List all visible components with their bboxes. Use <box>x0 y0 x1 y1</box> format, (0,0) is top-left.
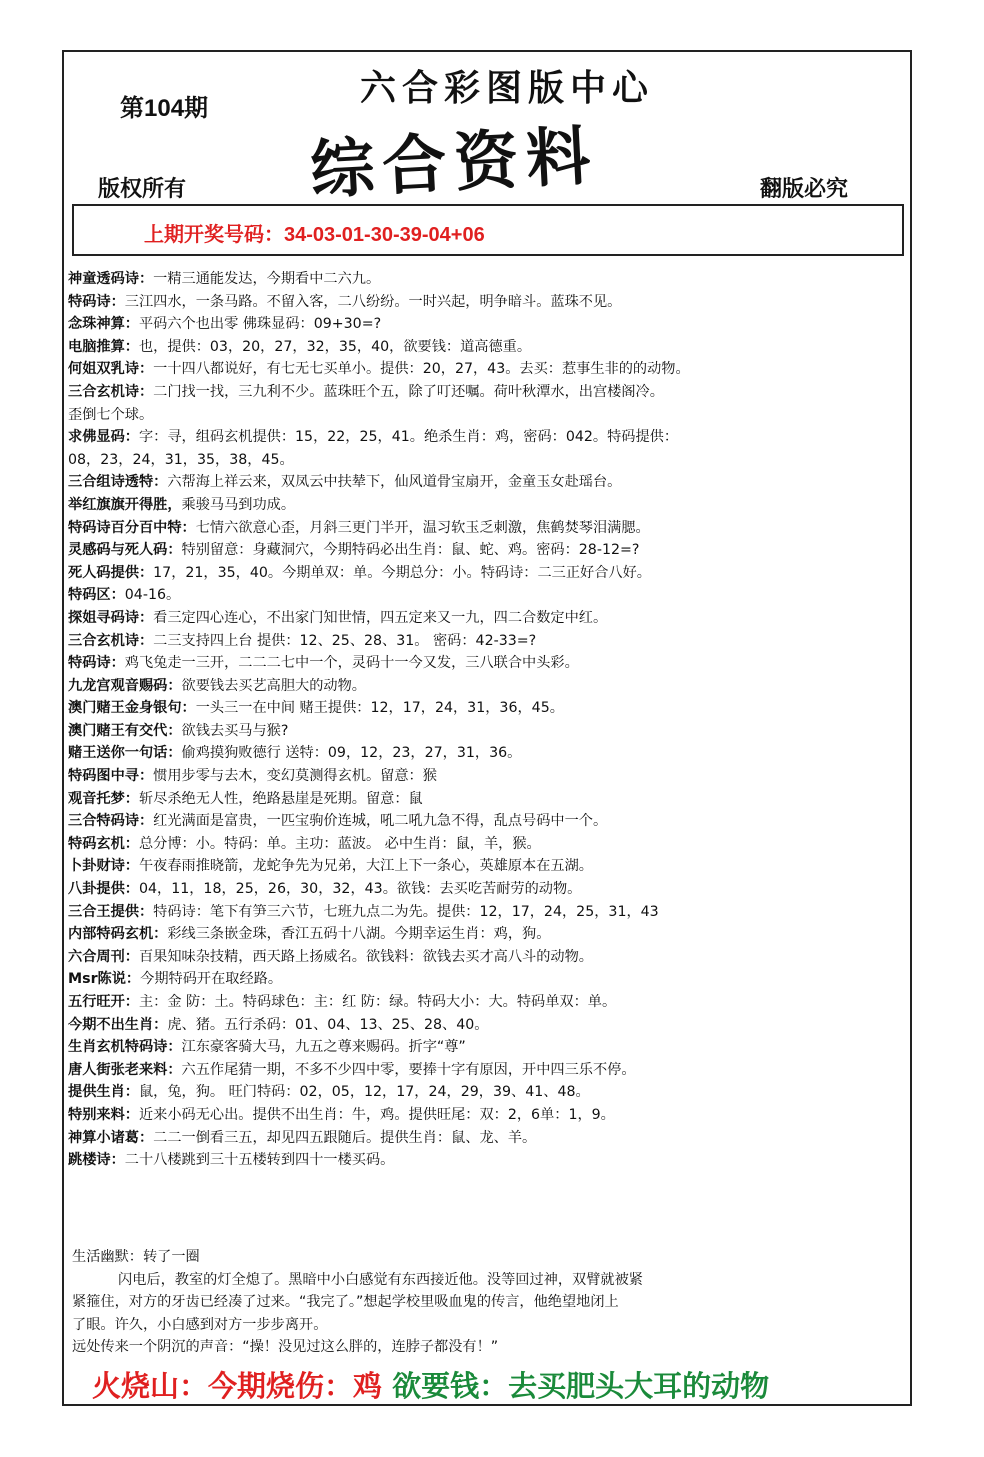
content-line <box>68 584 908 607</box>
content-line <box>68 1149 908 1172</box>
line-label: 六合周刊： <box>68 948 139 965</box>
content-line <box>68 833 908 856</box>
line-text: 欲钱去买马与猴? <box>181 722 289 739</box>
line-label: 提供生肖： <box>68 1084 139 1101</box>
footer-green-text: 欲要钱：去买肥头大耳的动物 <box>392 1369 770 1403</box>
content-line <box>68 788 908 811</box>
line-label: 三合玄机诗： <box>68 632 154 649</box>
content-line <box>68 675 908 698</box>
line-label: 赌王送你一句话： <box>68 745 182 762</box>
line-label: 灵感码与死人码： <box>68 542 182 559</box>
line-text: 一精三通能发达，今期看中二六九。 <box>153 271 381 287</box>
line-label: 内部特码玄机： <box>68 926 168 943</box>
line-text: 也，提供：03，20，27，32，35，40，欲要钱：道高德重。 <box>138 338 532 355</box>
line-text: 六帮海上祥云来，双凤云中扶辇下，仙风道骨宝扇开，金童玉女赴瑶台。 <box>167 474 622 491</box>
content-line <box>68 855 908 878</box>
last-result-text: 上期开奖号码：34-03-01-30-39-04+06 <box>144 224 485 246</box>
line-text: 平码六个也出零 佛珠显码：09+30=? <box>138 316 382 333</box>
last-result-box <box>72 204 904 256</box>
content-line <box>68 313 908 336</box>
center-title: 六合彩图版中心 <box>360 68 655 109</box>
line-label: 五行旺开： <box>68 994 139 1010</box>
line-label: 求佛显码： <box>68 429 139 446</box>
line-text: 近来小码无心出。提供不出生肖：牛，鸡。提供旺尾：双：2，6单：1，9。 <box>138 1106 615 1123</box>
copyright-note: 版权所有 <box>98 177 187 202</box>
line-text: 04-16。 <box>124 587 181 604</box>
line-label: 八卦提供： <box>68 881 139 898</box>
line-text: 二门找一找，三九利不少。蓝珠旺个五，除了叮还嘱。荷叶秋潭水，出宫楼阁冷。 <box>153 383 664 400</box>
line-label: 特码诗： <box>68 293 125 310</box>
line-label: 举红旗旗开得胜， <box>68 496 182 513</box>
line-text: 今期特码开在取经路。 <box>140 971 283 988</box>
line-text: 17，21，35，40。今期单双：单。今期总分：小。特码诗：二三正好合八好。 <box>153 564 651 581</box>
line-label: 生肖玄机特码诗： <box>68 1039 182 1056</box>
content-line <box>68 742 908 765</box>
content-line <box>68 652 908 675</box>
line-label: 特码图中寻： <box>68 768 154 785</box>
line-label: 神算小诸葛： <box>68 1129 154 1146</box>
issue-number: 第104期 <box>120 95 209 122</box>
line-text: 一头三一在中间 赌王提供：12，17，24，31，36，45。 <box>195 700 564 717</box>
line-text: 欲要钱去买艺高胆大的动物。 <box>181 677 366 694</box>
content-line <box>68 630 908 653</box>
line-text: 午夜春雨推晓箭，龙蛇争先为兄弟，大江上下一条心，英雄原本在五湖。 <box>138 858 593 875</box>
footer-red-text: 火烧山：今期烧伤：鸡 <box>92 1369 383 1403</box>
line-text: 歪倒七个球。 <box>68 406 154 423</box>
line-label: 特码玄机： <box>68 835 139 852</box>
line-label: 三合特码诗： <box>68 813 154 830</box>
line-text: 二三支持四上台 提供：12、25、28、31。 密码：42-33=? <box>153 632 537 649</box>
line-label: 神童透码诗： <box>68 271 154 287</box>
content-line <box>68 991 908 1014</box>
content-line <box>68 1036 908 1059</box>
line-label: 三合王提供： <box>68 903 154 920</box>
line-text: 字：寻，组码玄机提供：15，22，25，41。绝杀生肖：鸡，密码：042。特码提供： <box>138 429 679 446</box>
content-line <box>68 336 908 359</box>
line-text: 彩线三条嵌金珠，香江五码十八湖。今期幸运生肖：鸡，狗。 <box>167 926 551 943</box>
line-text: 特码诗：笔下有笋三六节，七班九点二为先。提供：12，17，24，25，31，43 <box>153 903 659 920</box>
line-label: 特码诗： <box>68 655 125 672</box>
line-text: 主：金 防：土。特码球色：主：红 防：绿。特码大小：大。特码单双：单。 <box>138 994 617 1010</box>
line-label: 观音托梦： <box>68 790 139 807</box>
content-line <box>68 358 908 381</box>
line-text: 斩尽杀绝无人性，绝路悬崖是死期。留意：鼠 <box>138 790 423 807</box>
line-label: 跳楼诗： <box>68 1152 125 1169</box>
line-text: 二二一倒看三五，却见四五跟随后。提供生肖：鼠、龙、羊。 <box>153 1129 537 1146</box>
story-line: 了眼。许久，小白感到对方一步步离开。 <box>72 1316 328 1333</box>
content-line <box>68 471 908 494</box>
line-text: 虎、猪。五行杀码：01、04、13、25、28、40。 <box>167 1016 489 1033</box>
line-label: 唐人街张老来料： <box>68 1061 182 1078</box>
line-label: 九龙宫观音赐码： <box>68 677 182 694</box>
content-line <box>68 946 908 969</box>
story-line: 远处传来一个阴沉的声音：“操！没见过这么胖的，连脖子都没有！” <box>72 1339 499 1356</box>
story-line: 紧箍住，对方的牙齿已经凑了过来。“我完了。”想起学校里吸血鬼的传言，他绝望地闭上 <box>72 1294 619 1311</box>
line-text: 红光满面是富贵，一匹宝驹价连城，吼二吼九急不得，乱点号码中一个。 <box>153 813 608 830</box>
line-label: 特码诗百分百中特： <box>68 519 196 536</box>
line-label: 特别来料： <box>68 1106 139 1123</box>
content-line <box>68 494 908 517</box>
content-line <box>68 449 908 472</box>
line-label: Msr陈说： <box>68 971 141 988</box>
footer-banner <box>92 1364 769 1405</box>
content-line <box>68 517 908 540</box>
content-line <box>68 381 908 404</box>
content-line <box>68 765 908 788</box>
content-line <box>68 697 908 720</box>
content-line <box>68 901 908 924</box>
line-label: 今期不出生肖： <box>68 1016 168 1033</box>
line-text: 特别留意：身藏洞穴，今期特码必出生肖：鼠、蛇、鸡。密码：28-12=? <box>181 542 640 559</box>
line-label: 电脑推算： <box>68 338 139 355</box>
content-line <box>68 291 908 314</box>
line-text: 鸡飞兔走一三开，二二二七中一个，灵码十一今又发，三八联合中头彩。 <box>124 655 579 672</box>
content-line <box>68 1127 908 1150</box>
content-line <box>68 878 908 901</box>
line-label: 三合组诗透特： <box>68 474 168 491</box>
line-text: 七情六欲意心歪，月斜三更门半开，温习软玉乏刺激，焦鹤焚琴泪满腮。 <box>195 519 650 536</box>
humor-story <box>72 1246 902 1359</box>
content-line <box>68 1059 908 1082</box>
content-line <box>68 607 908 630</box>
line-text: 百果知味杂技精，西天路上扬威名。欲钱料：欲钱去买才高八斗的动物。 <box>138 948 593 965</box>
line-text: 惯用步零与去木，变幻莫测得玄机。留意：猴 <box>153 768 437 785</box>
content-line <box>68 426 908 449</box>
line-label: 三合玄机诗： <box>68 383 154 400</box>
line-text: 04，11，18，25，26，30，32，43。欲钱：去买吃苦耐劳的动物。 <box>138 881 582 898</box>
line-label: 卜卦财诗： <box>68 858 139 875</box>
line-text: 08，23，24，31，35，38，45。 <box>68 451 294 468</box>
line-text: 江东豪客骑大马，九五之尊来赐码。折字“尊” <box>181 1039 466 1056</box>
piracy-note: 翻版必究 <box>760 177 849 202</box>
content-line <box>68 923 908 946</box>
content-lines <box>68 268 908 1172</box>
line-label: 探姐寻码诗： <box>68 609 154 626</box>
main-title: 综合资料 <box>308 118 601 209</box>
content-line <box>68 1014 908 1037</box>
story-title: 生活幽默：转了一圈 <box>72 1249 200 1265</box>
line-text: 三江四水，一条马路。不留入客，二八纷纷。一时兴起，明争暗斗。蓝珠不见。 <box>124 293 622 310</box>
content-line <box>68 1104 908 1127</box>
line-label: 特码区： <box>68 587 125 604</box>
line-text: 乘骏马马到功成。 <box>181 496 296 513</box>
line-text: 看三定四心连心，不出家门知世情，四五定来又一九，四二合数定中红。 <box>153 609 608 626</box>
line-text: 一十四八都说好，有七无七买单小。提供：20，27，43。去买：惹事生非的的动物。 <box>153 361 690 378</box>
line-label: 何姐双乳诗： <box>68 361 154 378</box>
line-text: 总分博：小。特码：单。主功：蓝波。 必中生肖：鼠，羊，猴。 <box>138 835 541 852</box>
content-line <box>68 720 908 743</box>
content-line <box>68 810 908 833</box>
line-label: 念珠神算： <box>68 316 139 333</box>
line-label: 死人码提供： <box>68 564 154 581</box>
content-line <box>68 1081 908 1104</box>
line-text: 六五作尾猜一期，不多不少四中零，要捧十字有原因，开中四三乐不停。 <box>181 1061 636 1078</box>
line-text: 偷鸡摸狗败德行 送特：09，12，23，27，31，36。 <box>181 745 522 762</box>
line-text: 二十八楼跳到三十五楼转到四十一楼买码。 <box>124 1152 395 1169</box>
content-line <box>68 539 908 562</box>
line-label: 澳门赌王有交代： <box>68 722 182 739</box>
content-line <box>68 404 908 427</box>
line-label: 澳门赌王金身银句： <box>68 700 196 717</box>
content-line <box>68 562 908 585</box>
story-line: 闪电后，教室的灯全熄了。黑暗中小白感觉有东西接近他。没等回过神，双臂就被紧 <box>118 1271 643 1288</box>
content-line <box>68 268 908 291</box>
content-line <box>68 968 908 991</box>
line-text: 鼠，兔，狗。 旺门特码：02，05，12，17，24，29，39、41、48。 <box>138 1084 590 1101</box>
